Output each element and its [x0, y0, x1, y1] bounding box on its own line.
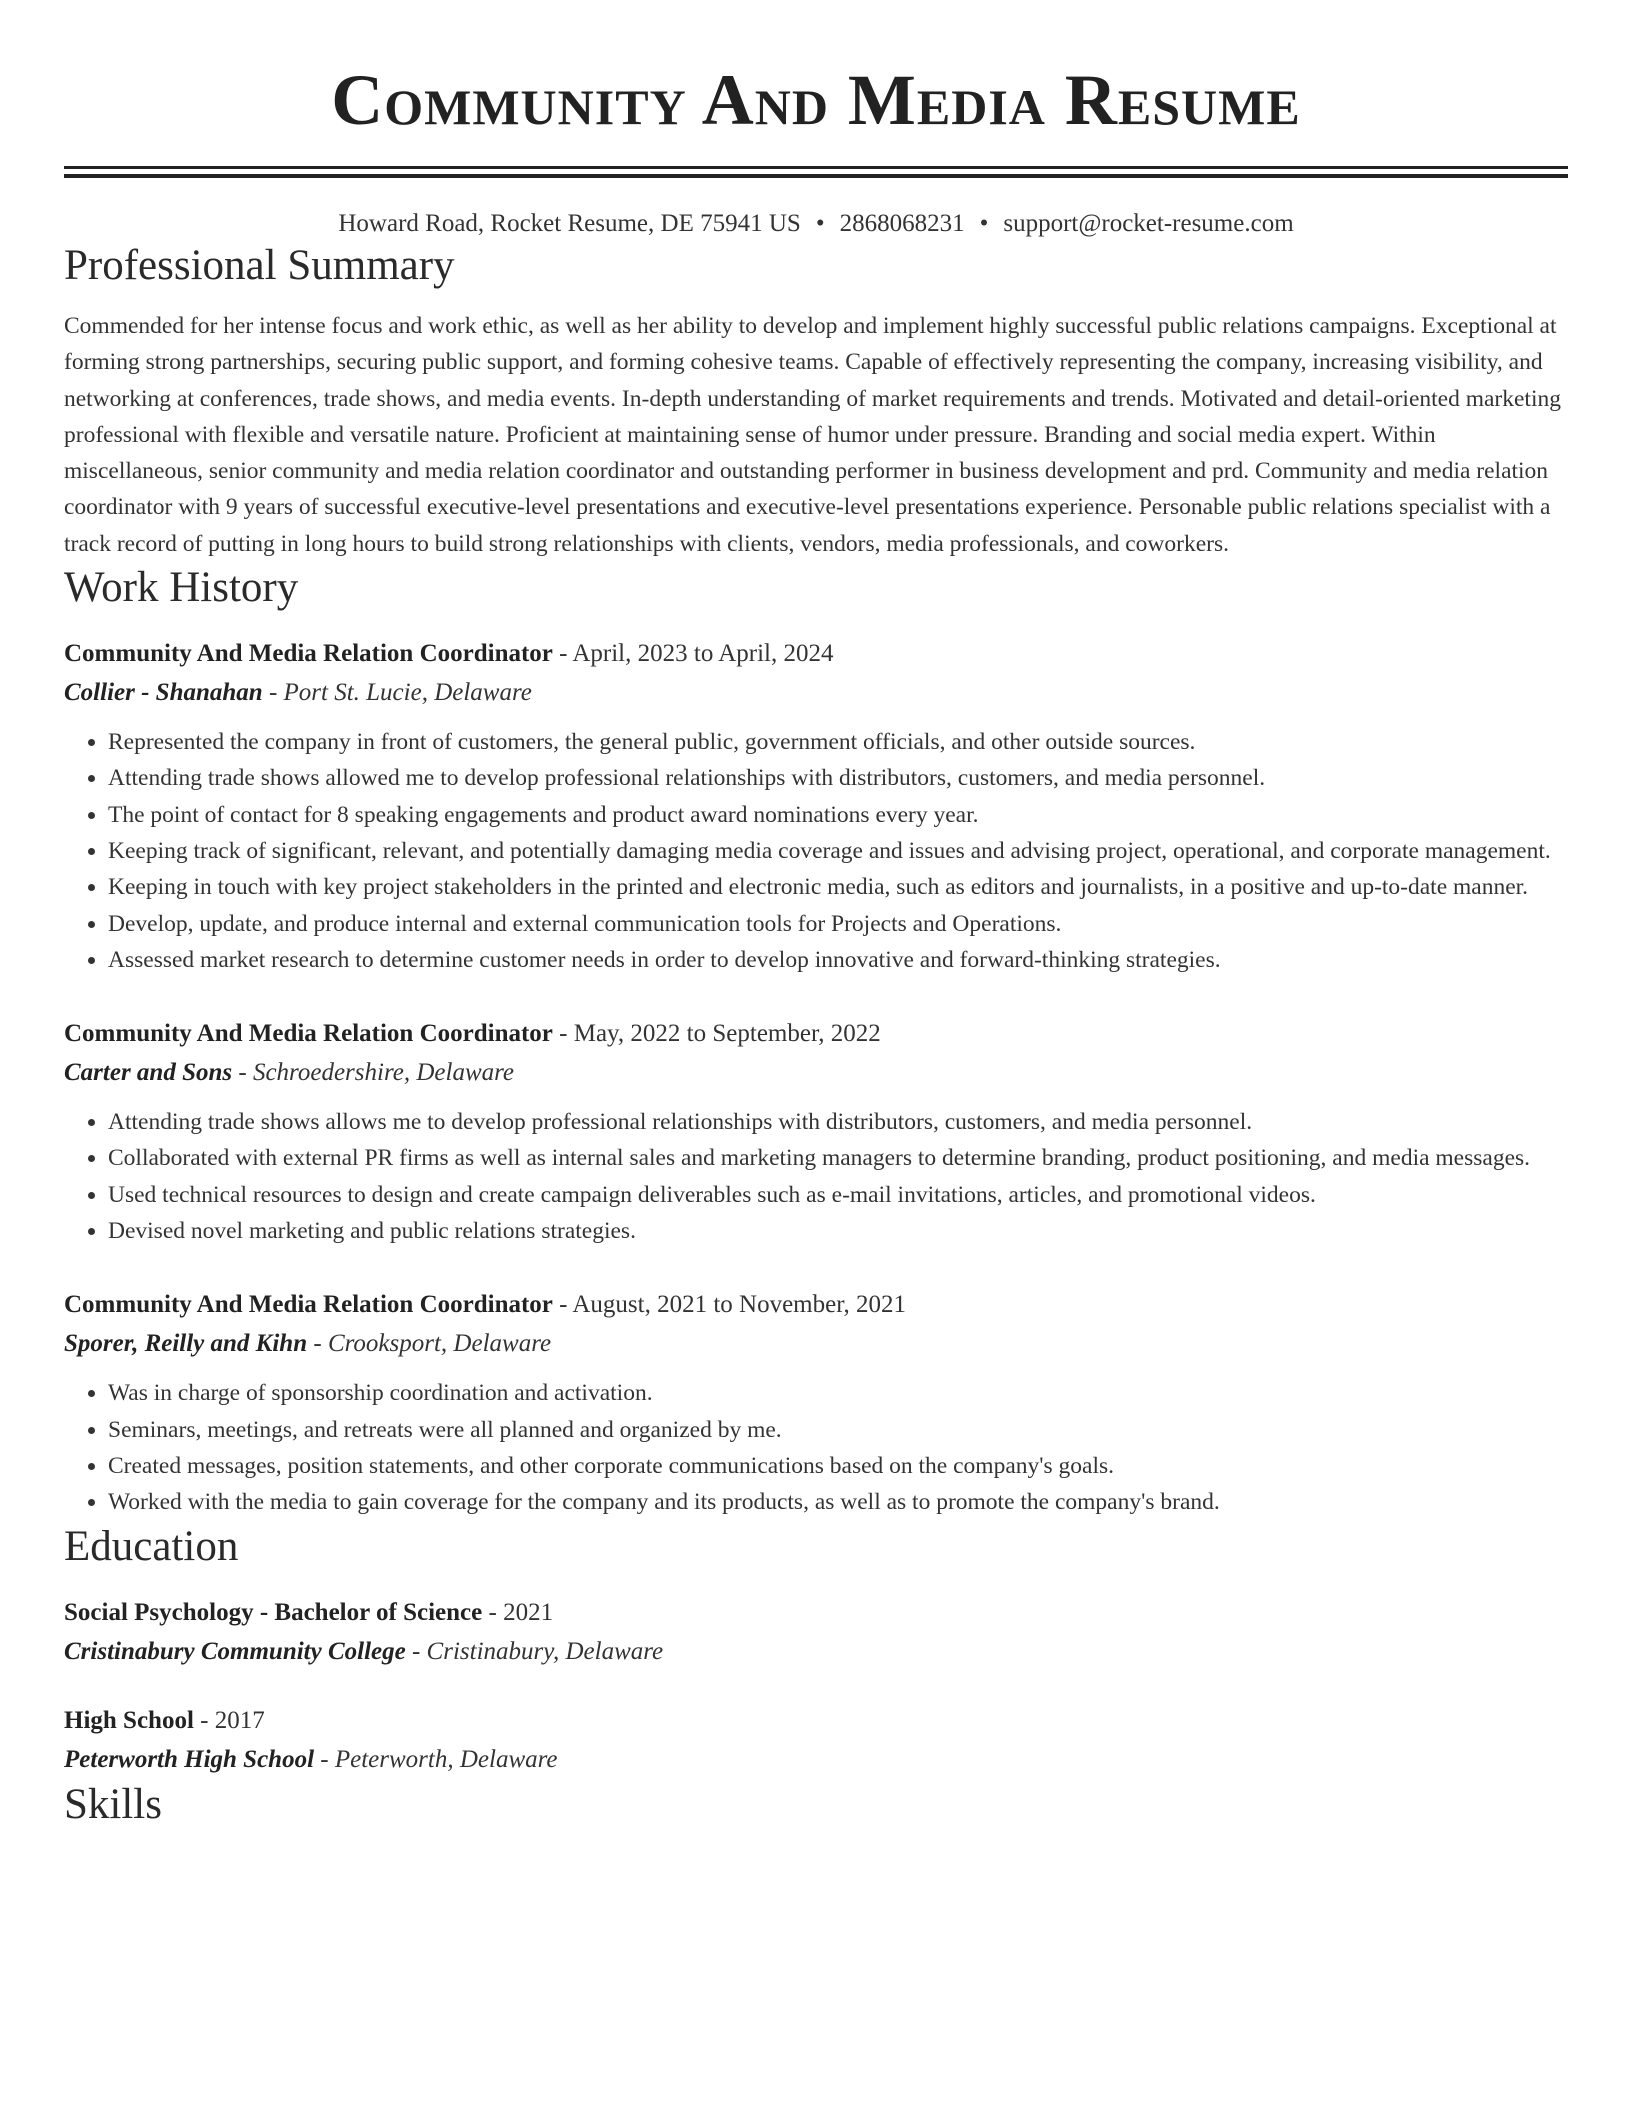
education-school: Peterworth High School: [64, 1745, 315, 1773]
job-duty: • The point of contact for 8 speaking engagements and product award nominations every year.: [108, 797, 1568, 833]
job-dates: - May, 2022 to September, 2022: [552, 1020, 881, 1048]
job-company: Carter and Sons: [64, 1059, 233, 1087]
contact-separator: •: [979, 210, 989, 237]
job-header: [64, 1285, 1568, 1325]
job-duty: • Assessed market research to determine customer needs in order to develop innovative and forward-thinking strategies.: [108, 942, 1568, 978]
contact-phone: 2868068231: [839, 210, 965, 237]
job-duty: • Devised novel marketing and public relations strategies.: [108, 1213, 1568, 1249]
job-employer: [64, 1054, 1568, 1092]
job-entry: [64, 634, 1568, 978]
job-header: [64, 1014, 1568, 1054]
contact-address: Howard Road, Rocket Resume, DE 75941 US: [338, 210, 801, 237]
job-company: Sporer, Reilly and Kihn: [64, 1330, 308, 1358]
job-title: Community And Media Relation Coordinator: [64, 1020, 553, 1048]
job-location: - Crooksport, Delaware: [307, 1330, 552, 1358]
summary-heading: Professional Summary: [64, 242, 455, 289]
education-location: - Cristinabury, Delaware: [405, 1637, 664, 1665]
job-location: - Schroedershire, Delaware: [232, 1059, 515, 1087]
education-location: - Peterworth, Delaware: [314, 1745, 558, 1773]
job-header: [64, 634, 1568, 674]
job-dates: - April, 2023 to April, 2024: [552, 640, 834, 668]
education-school-line: [64, 1633, 1568, 1671]
job-duties-list: [64, 1104, 1568, 1249]
job-duties-list: [64, 1375, 1568, 1520]
job-duty: • Created messages, position statements, and other corporate communications based on the company's goals.: [108, 1448, 1568, 1484]
resume-title: Community And Media Resume: [331, 60, 1301, 140]
education-entry: [64, 1701, 1568, 1779]
job-duty: • Used technical resources to design and create campaign deliverables such as e-mail invitations, articles, and promotional videos.: [108, 1177, 1568, 1213]
title-divider-thin: [64, 166, 1568, 169]
work-history-heading: Work History: [64, 564, 299, 612]
education-degree: High School: [64, 1706, 194, 1734]
job-duty: • Seminars, meetings, and retreats were all planned and organized by me.: [108, 1412, 1568, 1448]
title-divider-thick: [64, 174, 1568, 178]
education-degree: Social Psychology - Bachelor of Science: [64, 1598, 483, 1626]
job-duty: • Keeping track of significant, relevant, and potentially damaging media coverage and issues and advising project, operational, and corporate management.: [108, 833, 1568, 869]
job-duty: • Attending trade shows allowed me to develop professional relationships with distributors, customers, and media personnel.: [108, 760, 1568, 796]
education-heading: Education: [64, 1522, 239, 1570]
job-duty: • Keeping in touch with key project stakeholders in the printed and electronic media, such as editors and journalists, in a positive and up-to-date manner.: [108, 869, 1568, 905]
job-duty: • Collaborated with external PR firms as well as internal sales and marketing managers to determine branding, product positioning, and media messages.: [108, 1140, 1568, 1176]
contact-email: support@rocket-resume.com: [1003, 210, 1294, 237]
education-header: [64, 1701, 1568, 1741]
job-location: - Port St. Lucie, Delaware: [262, 679, 532, 707]
education-year: - 2021: [482, 1598, 554, 1626]
job-entry: [64, 1014, 1568, 1249]
job-duty: • Worked with the media to gain coverage for the company and its products, as well as to promote the company's brand.: [108, 1484, 1568, 1520]
job-employer: [64, 674, 1568, 712]
job-entry: [64, 1285, 1568, 1520]
education-header: [64, 1593, 1568, 1633]
education-school-line: [64, 1741, 1568, 1779]
job-duty: • Represented the company in front of customers, the general public, government officials, and other outside sources.: [108, 724, 1568, 760]
job-duties-list: [64, 724, 1568, 978]
contact-separator: •: [815, 210, 825, 237]
job-title: Community And Media Relation Coordinator: [64, 1291, 553, 1319]
education-entry: [64, 1593, 1568, 1671]
skills-heading: Skills: [64, 1780, 162, 1828]
job-title: Community And Media Relation Coordinator: [64, 640, 553, 668]
job-duty: • Attending trade shows allows me to develop professional relationships with distributors, customers, and media personnel.: [108, 1104, 1568, 1140]
job-dates: - August, 2021 to November, 2021: [552, 1291, 907, 1319]
job-employer: [64, 1325, 1568, 1363]
summary-text: Commended for her intense focus and work ethic, as well as her ability to develop and implement highly successful public relations campaigns. Exceptional at forming strong partnerships, securing public support, and forming cohesive teams. Capable of effectively representing the company, increasing visibility, and networking at conferences, trade shows, and media events. In-depth understanding of market requirements and trends. Motivated and detail-oriented marketing professional with flexible and versatile nature. Proficient at maintaining sense of humor under pressure. Branding and social media expert. Within miscellaneous, senior community and media relation coordinator and outstanding performer in business development and prd. Community and media relation coordinator with 9 years of successful executive-level presentations and executive-level presentations experience. Personable public relations specialist with a track record of putting in long hours to build strong relationships with clients, vendors, media professionals, and coworkers.: [64, 313, 1561, 557]
education-year: - 2017: [193, 1706, 265, 1734]
job-duty: • Was in charge of sponsorship coordination and activation.: [108, 1375, 1568, 1411]
job-duty: • Develop, update, and produce internal and external communication tools for Projects and Operations.: [108, 906, 1568, 942]
education-school: Cristinabury Community College: [64, 1637, 406, 1665]
contact-line: [64, 208, 1568, 240]
job-company: Collier - Shanahan: [64, 679, 263, 707]
